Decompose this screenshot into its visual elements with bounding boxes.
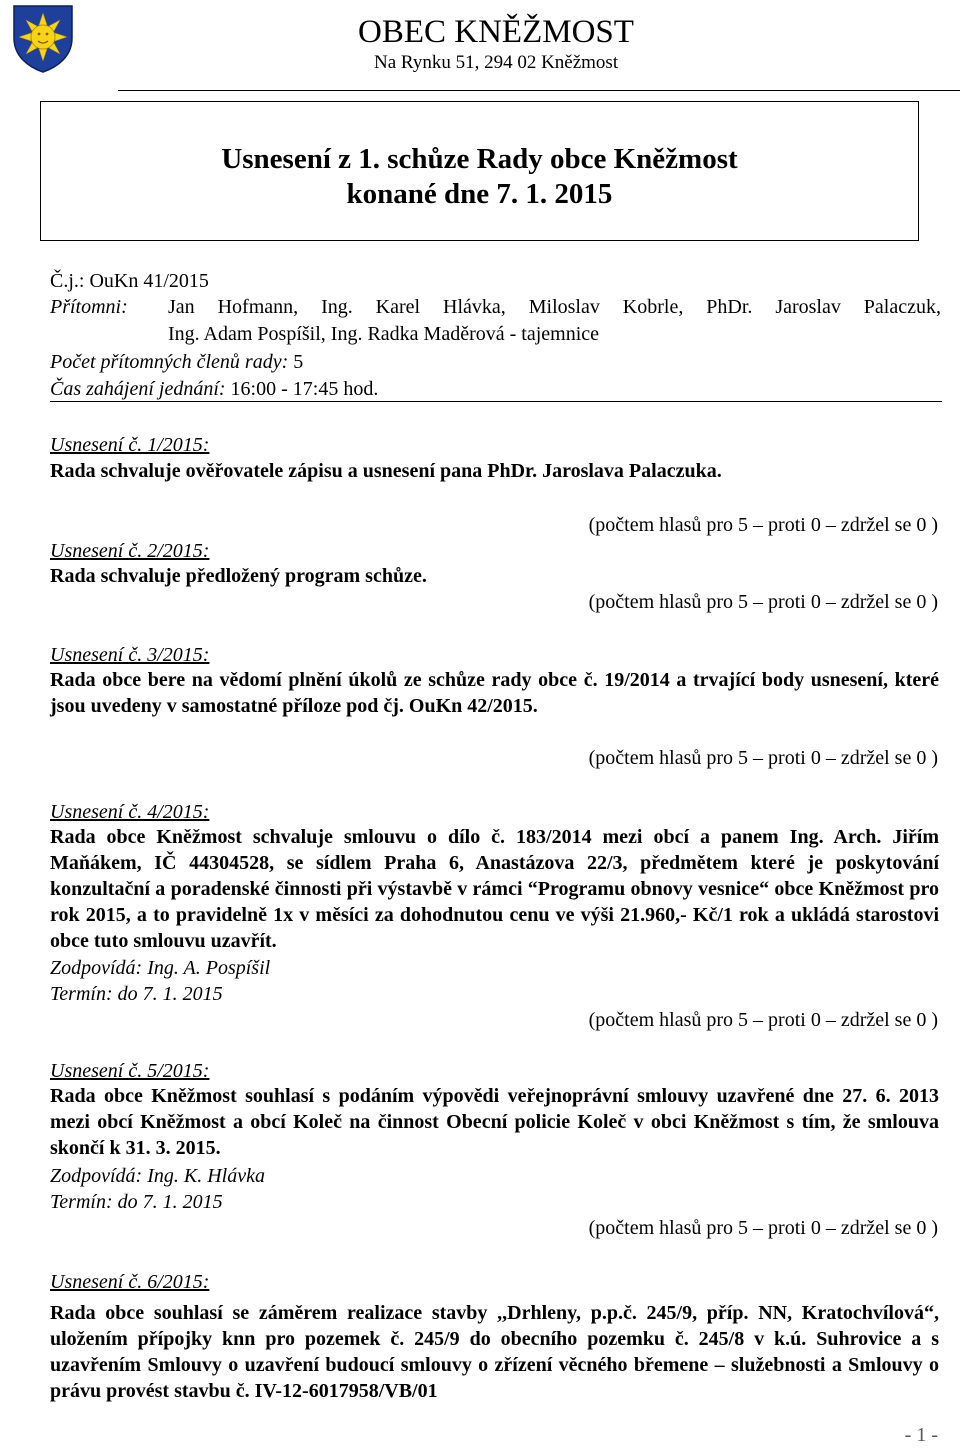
member-count-value: 5: [293, 351, 304, 373]
resolution-1-vote: (počtem hlasů pro 5 – proti 0 – zdržel se 0 ): [588, 514, 938, 536]
resolution-2-vote: (počtem hlasů pro 5 – proti 0 – zdržel se 0 ): [588, 591, 938, 613]
document-title-box: [40, 101, 919, 241]
resolution-4-deadline: Termín: do 7. 1. 2015: [50, 983, 223, 1005]
member-count: [50, 350, 303, 374]
resolution-3-heading: Usnesení č. 3/2015:: [50, 644, 210, 666]
reference-number: Č.j.: OuKn 41/2015: [50, 270, 209, 292]
resolution-3-vote: (počtem hlasů pro 5 – proti 0 – zdržel se 0 ): [588, 747, 938, 769]
resolution-4-vote: (počtem hlasů pro 5 – proti 0 – zdržel se 0 ): [588, 1009, 938, 1031]
header-divider: [118, 90, 960, 91]
resolution-6-heading: Usnesení č. 6/2015:: [50, 1271, 210, 1293]
meeting-time: [50, 377, 378, 401]
resolution-5-responsible: Zodpovídá: Ing. K. Hlávka: [50, 1165, 265, 1187]
resolution-1-heading: Usnesení č. 1/2015:: [50, 434, 210, 456]
member-count-label: Počet přítomných členů rady:: [50, 351, 289, 373]
resolution-5-heading: Usnesení č. 5/2015:: [50, 1060, 210, 1082]
meta-divider: [50, 401, 942, 402]
meeting-time-value: 16:00 - 17:45 hod.: [230, 378, 379, 400]
resolution-4-heading: Usnesení č. 4/2015:: [50, 801, 210, 823]
resolution-2-text: Rada schvaluje předložený program schůze.: [50, 565, 427, 587]
document-title: Usnesení z 1. schůze Rady obce Kněžmost: [221, 143, 738, 175]
resolution-1-text: Rada schvaluje ověřovatele zápisu a usnesení pana PhDr. Jaroslava Palaczuka.: [50, 460, 722, 482]
municipality-address: Na Rynku 51, 294 02 Kněžmost: [374, 52, 619, 73]
municipality-name: OBEC KNĚŽMOST: [358, 14, 634, 50]
resolution-2-heading: Usnesení č. 2/2015:: [50, 540, 210, 562]
resolution-4-text: Rada obce Kněžmost schvaluje smlouvu o dílo č. 183/2014 mezi obcí a panem Ing. Arch. Jiřím Maňákem, IČ 44304528, se sídlem Praha 6, Anastázova 22/3, předmětem které je poskytování konzultační a poradenské činnosti při výstavbě v rámci “Programu obnovy vesnice“ obce Kněžmost pro rok 2015, a to pravidelně 1x v měsíci za dohodnutou cenu ve výši 21.960,- Kč/1 rok a ukládá starostovi obce tuto smlouvu uzavřít.: [50, 826, 939, 952]
page-number: - 1 -: [904, 1424, 938, 1446]
attendees-label: Přítomni:: [50, 296, 128, 318]
resolution-3-text: Rada obce bere na vědomí plnění úkolů ze schůze rady obce č. 19/2014 a trvající body usnesení, které jsou uvedeny v samostatné příloze pod čj. OuKn 42/2015.: [50, 669, 939, 717]
resolution-5-vote: (počtem hlasů pro 5 – proti 0 – zdržel se 0 ): [588, 1217, 938, 1239]
meeting-time-label: Čas zahájení jednání:: [50, 378, 226, 400]
attendees-line-1: Jan Hofmann, Ing. Karel Hlávka, Miloslav Kobrle, PhDr. Jaroslav Palaczuk,: [168, 296, 941, 318]
resolution-5-deadline: Termín: do 7. 1. 2015: [50, 1191, 223, 1213]
attendees-line-2: Ing. Adam Pospíšil, Ing. Radka Maděrová - tajemnice: [168, 323, 600, 345]
resolution-6-text: Rada obce souhlasí se záměrem realizace stavby ,,Drhleny, p.p.č. 245/9, příp. NN, Kratochvílová“, uložením přípojky knn pro pozemek č. 245/9 do obecního pozemku č. 245/8 v k.ú. Suhrovice a s uzavřením Smlouvy o uzavření budoucí smlouvy o zřízení věcného břemene – služebnosti a Smlouvy o právu provést stavbu č. IV-12-6017958/VB/01: [50, 1302, 939, 1402]
municipal-coat-of-arms: [12, 4, 74, 74]
resolution-4-responsible: Zodpovídá: Ing. A. Pospíšil: [50, 957, 271, 979]
resolution-5-text: Rada obce Kněžmost souhlasí s podáním výpovědi veřejnoprávní smlouvy uzavřené dne 27. 6. 2013 mezi obcí Kněžmost a obcí Koleč na činnost Obecní policie Koleč v obci Kněžmost s tím, že smlouva skončí k 31. 3. 2015.: [50, 1085, 939, 1159]
meeting-date: konané dne 7. 1. 2015: [346, 178, 613, 210]
